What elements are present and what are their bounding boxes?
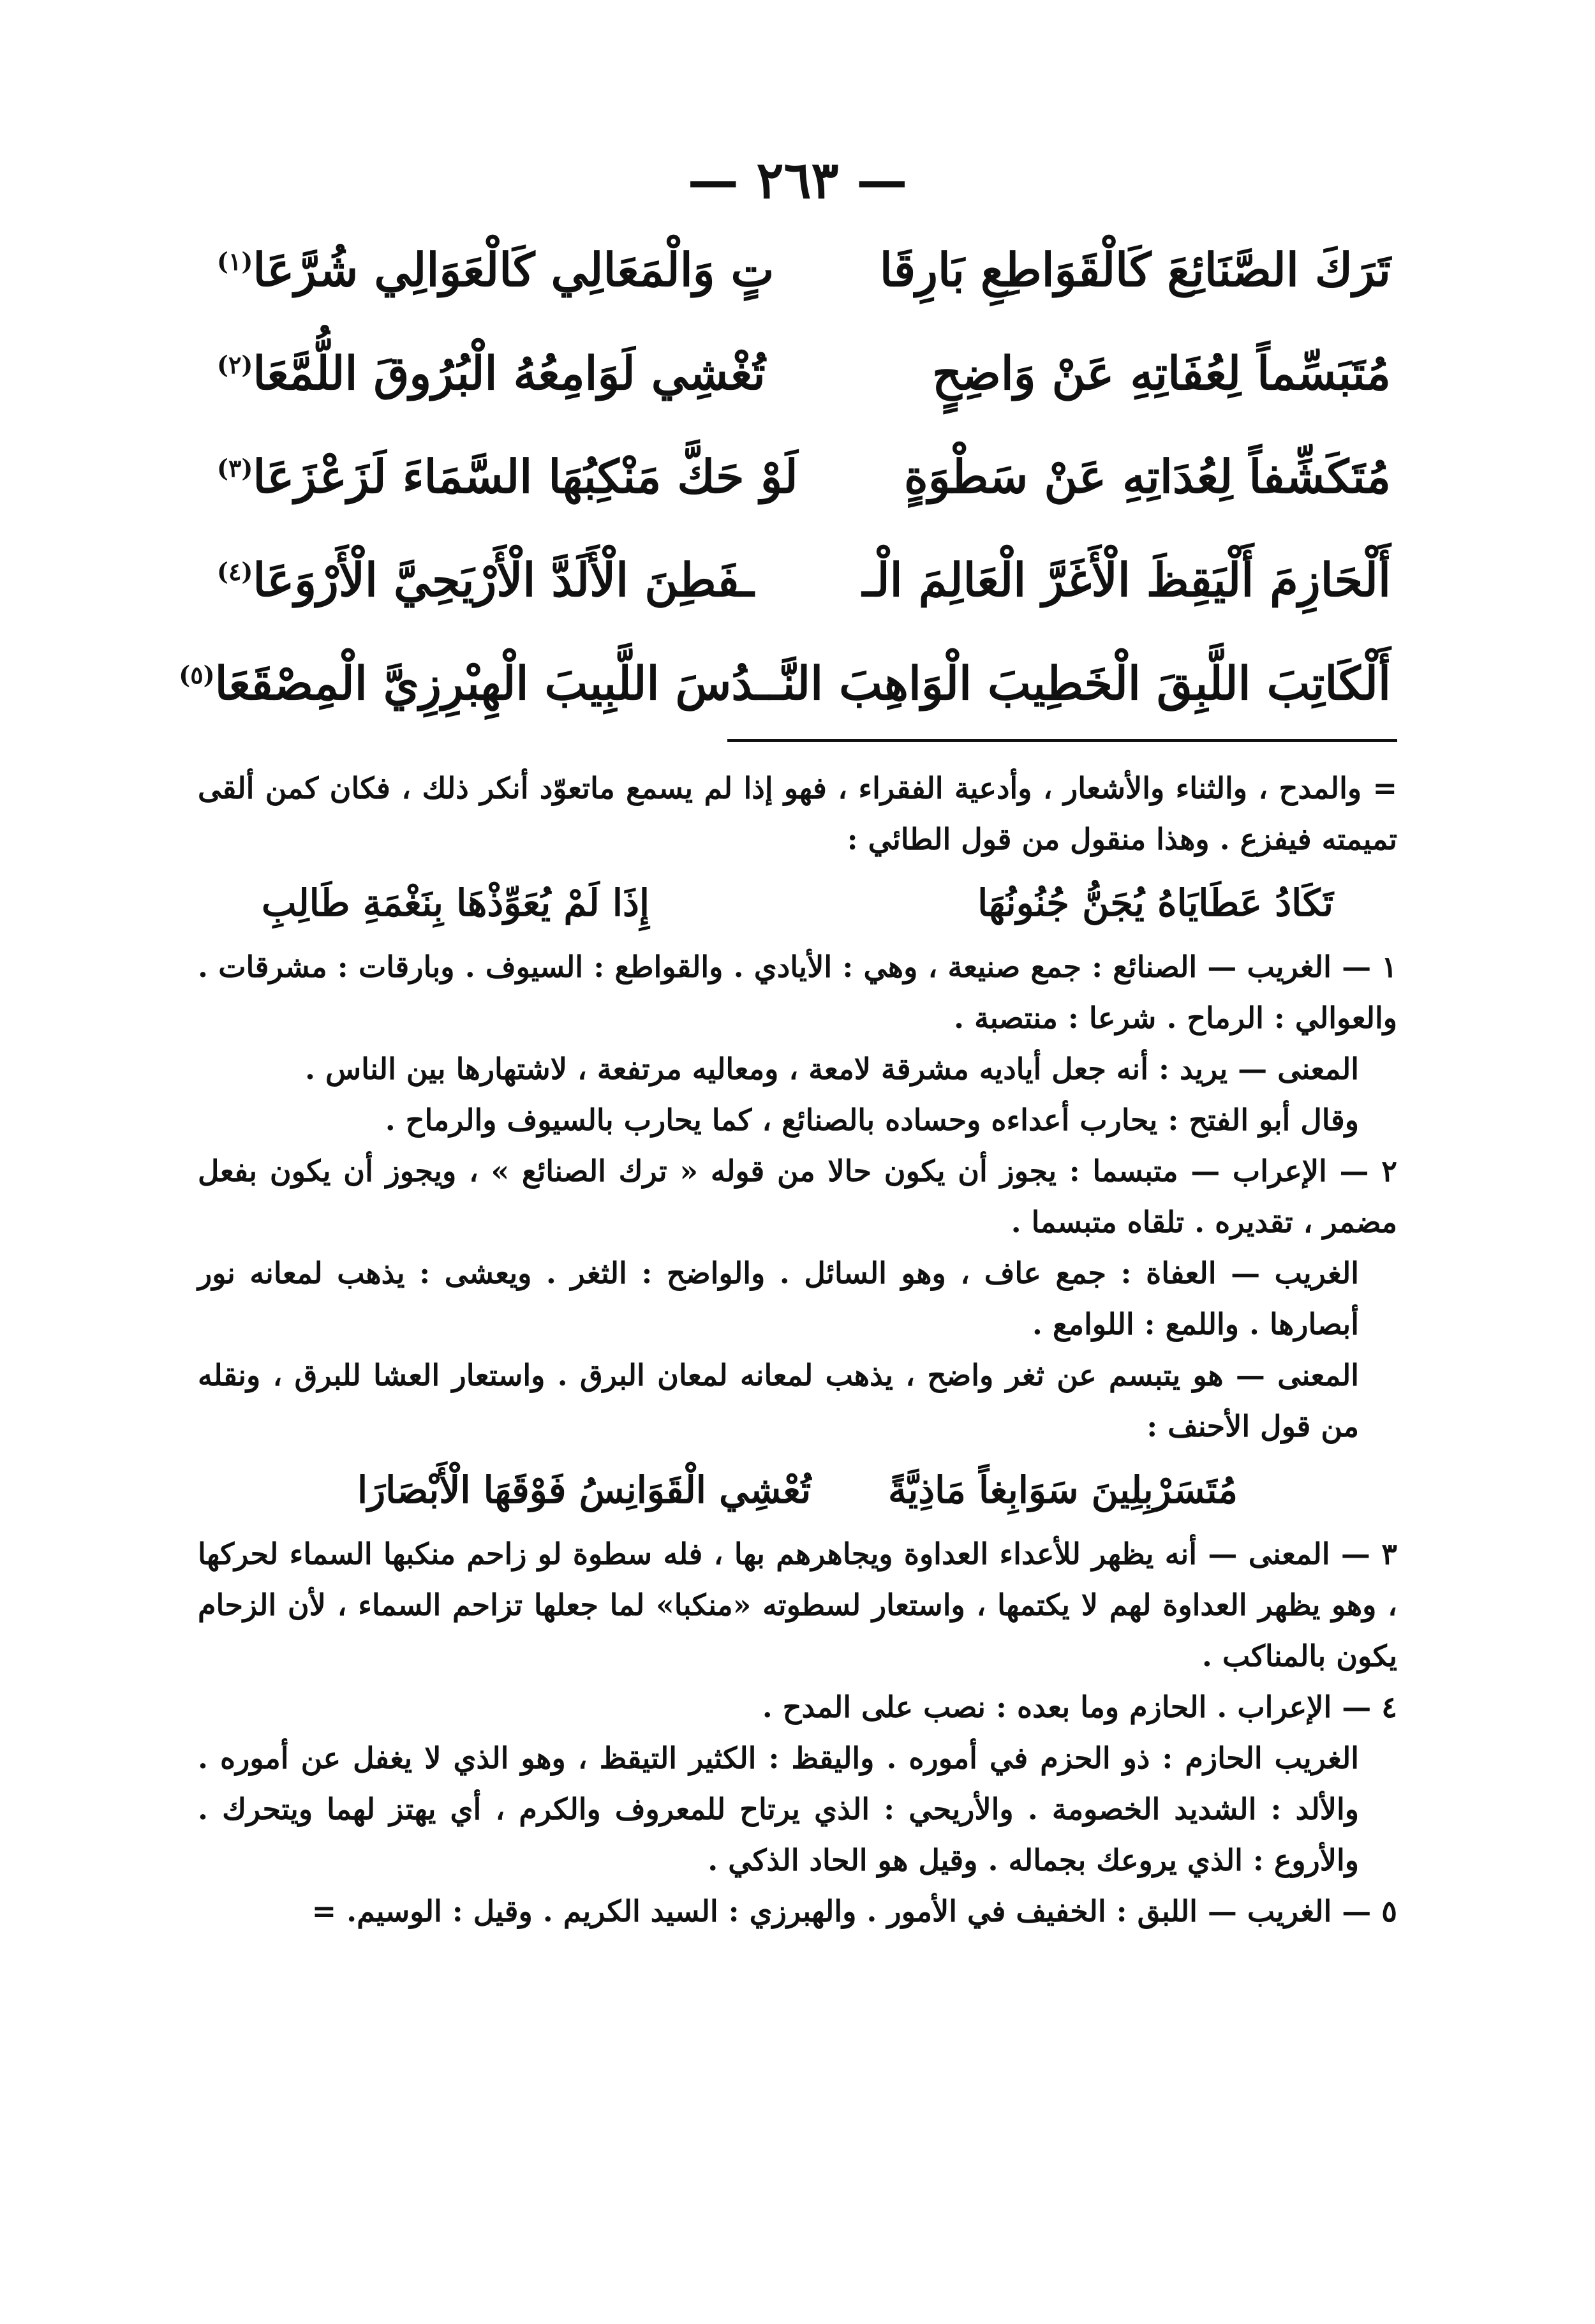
- verse-5-second-text: ـدُسَ اللَّبِيبَ الْهِبْرِزِيَّ الْمِصْقَعَا: [214, 656, 769, 710]
- footnote-4-irab: ٤ — الإعراب . الحازم وما بعده : نصب على المدح .: [762, 1690, 1397, 1724]
- footnote-mark-3: (٣): [217, 454, 253, 482]
- verse-1-second-hemistich: [217, 242, 774, 297]
- footnote-mark-4: (٤): [217, 557, 253, 586]
- quoted-verse-ahnaf-second: تُعْشِي الْقَوَانِسُ فَوْقَهَا الْأَبْصَارَا: [357, 1468, 812, 1512]
- quoted-verse-tai-first: تَكَادُ عَطَايَاهُ يُجَنُّ جُنُونُهَا: [977, 881, 1333, 925]
- verse-3-first-hemistich: مُتَكَشِّفاً لِعُدَاتِهِ عَنْ سَطْوَةٍ: [903, 449, 1391, 503]
- footnote-divider: [727, 739, 1397, 742]
- footnote-5-gharib: ٥ — الغريب — اللبق : الخفيف في الأمور . والهبرزي : السيد الكريم . وقيل : الوسيم. =: [311, 1894, 1397, 1928]
- quoted-verse-tai: [198, 865, 1397, 941]
- footnote-2-irab: ٢ — الإعراب — متبسما : يجوز أن يكون حالا من قوله « ترك الصنائع » ، ويجوز أن يكون بفعل مضمر ، تقديره . تلقاه متبسما .: [198, 1154, 1397, 1239]
- quoted-verse-ahnaf-first: مُتَسَرْبِلِينَ سَوَابِغاً مَاذِيَّةً: [888, 1468, 1238, 1512]
- footnote-mark-1: (١): [217, 247, 253, 276]
- footnote-2-meaning: المعنى — هو يتبسم عن ثغر واضح ، يذهب لمعانه لمعان البرق . واستعار العشا للبرق ، ونقله من قول الأحنف :: [198, 1358, 1359, 1443]
- verse-4: [217, 553, 1391, 656]
- verse-2-first-hemistich: مُتَبَسِّماً لِعُفَاتِهِ عَنْ وَاضِحٍ: [932, 346, 1391, 400]
- verse-2-second-hemistich: [217, 346, 766, 400]
- footnote-1-abu-alfath: وقال أبو الفتح : يحارب أعداءه وحساده بالصنائع ، كما يحارب بالسيوف والرماح .: [385, 1103, 1359, 1137]
- footnote-1-gharib: ١ — الغريب — الصنائع : جمع صنيعة ، وهي : الأيادي . والقواطع : السيوف . وبارقات : مشرقات . والعوالي : الرماح . شرعا : منتصبة .: [198, 950, 1397, 1035]
- footnote-2-gharib: الغريب — العفاة : جمع عاف ، وهو السائل . والواضح : الثغر . ويعشى : يذهب لمعانه نور أبصارها . واللمع : اللوامع .: [198, 1256, 1359, 1341]
- verse-1-first-hemistich: تَرَكَ الصَّنَائِعَ كَالْقَوَاطِعِ بَارِقَا: [879, 242, 1391, 297]
- poem-verses: [179, 242, 1391, 759]
- verse-1: [217, 242, 1391, 346]
- footnote-mark-2: (٢): [217, 350, 253, 379]
- verse-3-second-text: لَوْ حَكَّ مَنْكِبُهَا السَّمَاءَ لَزَعْزَعَا: [253, 449, 798, 503]
- verse-4-first-hemistich: أَلْحَازِمَ أَلْيَقِظَ الْأَغَرَّ الْعَالِمَ الْـ: [862, 553, 1391, 607]
- quoted-verse-tai-second: إِذَا لَمْ يُعَوِّذْهَا بِنَغْمَةِ طَالِبِ: [262, 881, 649, 925]
- verse-4-second-text: ـفَطِنَ الْأَلَدَّ الْأَرْيَحِيَّ الْأَرْوَعَا: [253, 553, 754, 607]
- verse-5: [179, 656, 1391, 759]
- verse-2: [217, 346, 1391, 449]
- page-number: — ٢٦٣ —: [687, 150, 908, 210]
- verse-4-second-hemistich: [217, 553, 754, 607]
- verse-3-second-hemistich: [217, 449, 798, 503]
- footnote-4-gharib: الغريب الحازم : ذو الحزم في أموره . واليقظ : الكثير التيقظ ، وهو الذي لا يغفل عن أموره . والألد : الشديد الخصومة . والأريحي : الذي يرتاح للمعروف والكرم ، أي يهتز لهما ويتحرك . والأروع : الذي يروعك بجماله . وقيل هو الحاد الذكي .: [198, 1741, 1359, 1877]
- verse-3: [217, 449, 1391, 553]
- footnote-3-meaning: ٣ — المعنى — أنه يظهر للأعداء العداوة ويجاهرهم بها ، فله سطوة لو زاحم منكبها السماء لحركها ، وهو يظهر العداوة لهم لا يكتمها ، واستعار لسطوته «منكبا» لما جعلها تزاحم السماء ، لأن الزحام يكون بالمناكب .: [198, 1537, 1397, 1673]
- footnote-mark-5: (٥): [179, 660, 215, 689]
- footnotes-commentary: [198, 763, 1397, 1937]
- quoted-verse-ahnaf: [198, 1452, 1397, 1528]
- verse-1-second-text: تٍ وَالْمَعَالِي كَالْعَوَالِي شُرَّعَا: [253, 242, 775, 297]
- verse-2-second-text: تُغْشِي لَوَامِعُهُ الْبُرُوقَ اللُّمَّعَا: [253, 346, 766, 400]
- verse-5-first-hemistich: أَلْكَاتِبَ اللَّبِقَ الْخَطِيبَ الْوَاهِبَ النَّـ: [769, 656, 1391, 710]
- commentary-paragraph: = والمدح ، والثناء والأشعار ، وأدعية الفقراء ، فهو إذا لم يسمع ماتعوّد أنكر ذلك ، فكان كمن ألقى تميمته فيفزع . وهذا منقول من قول الطائي :: [198, 771, 1397, 856]
- footnote-1-meaning: المعنى — يريد : أنه جعل أياديه مشرقة لامعة ، ومعاليه مرتفعة ، لاشتهارها بين الناس .: [304, 1052, 1359, 1086]
- verse-5-second-hemistich: [179, 656, 769, 710]
